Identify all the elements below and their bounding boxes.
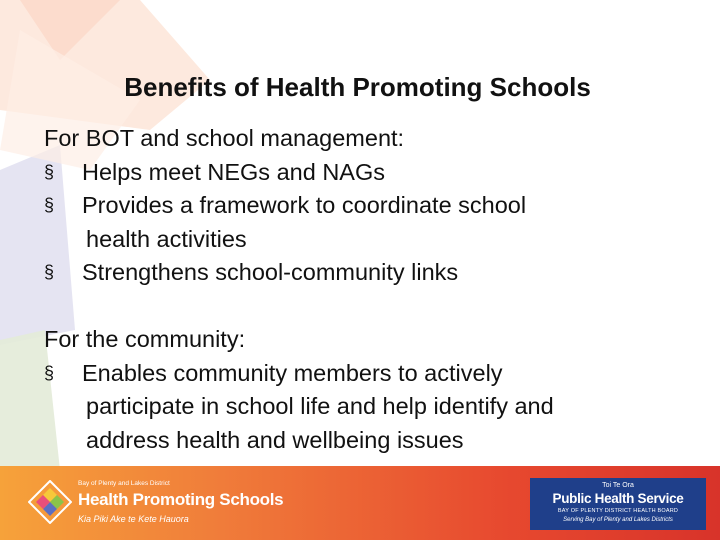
bullet-text: Helps meet NEGs and NAGs [82, 158, 385, 185]
section-heading: For BOT and school management: [44, 125, 405, 151]
bullet-text: Provides a framework to coordinate school health activities [82, 192, 527, 252]
bullet-item [44, 156, 684, 190]
bullet-item [44, 256, 684, 290]
bullet-item [44, 189, 684, 256]
bullet-mark: § [44, 161, 55, 182]
hps-district: Bay of Plenty and Lakes District [78, 480, 170, 487]
bullet-mark: § [44, 362, 55, 383]
section-community [44, 323, 684, 457]
hps-name: Health Promoting Schools [78, 490, 284, 509]
hps-logo-block [28, 476, 288, 536]
phs-maori-name: Toi Te Ora [602, 482, 634, 489]
bullet-mark: § [44, 262, 55, 282]
section-heading: For the community: [44, 326, 246, 352]
slide-body [44, 122, 684, 457]
bullet-text: Enables community members to actively participate in school life and help identify and address health and wellbeing issues [82, 359, 554, 453]
section-bot [44, 122, 684, 290]
phs-serving: Serving Bay of Plenty and Lakes Districts [563, 517, 673, 523]
bullet-text: Strengthens school-community links [82, 259, 459, 285]
phs-board: BAY OF PLENTY DISTRICT HEALTH BOARD [557, 508, 679, 514]
bullet-item [44, 357, 684, 458]
phs-name: Public Health Service [552, 491, 684, 506]
slide-title: Benefits of Health Promoting Schools [124, 72, 591, 102]
phs-logo-block [530, 478, 706, 530]
hps-tagline: Kia Piki Ake te Kete Hauora [78, 514, 189, 524]
hps-diamond-logo-icon [28, 480, 72, 524]
bullet-mark: § [44, 195, 55, 215]
